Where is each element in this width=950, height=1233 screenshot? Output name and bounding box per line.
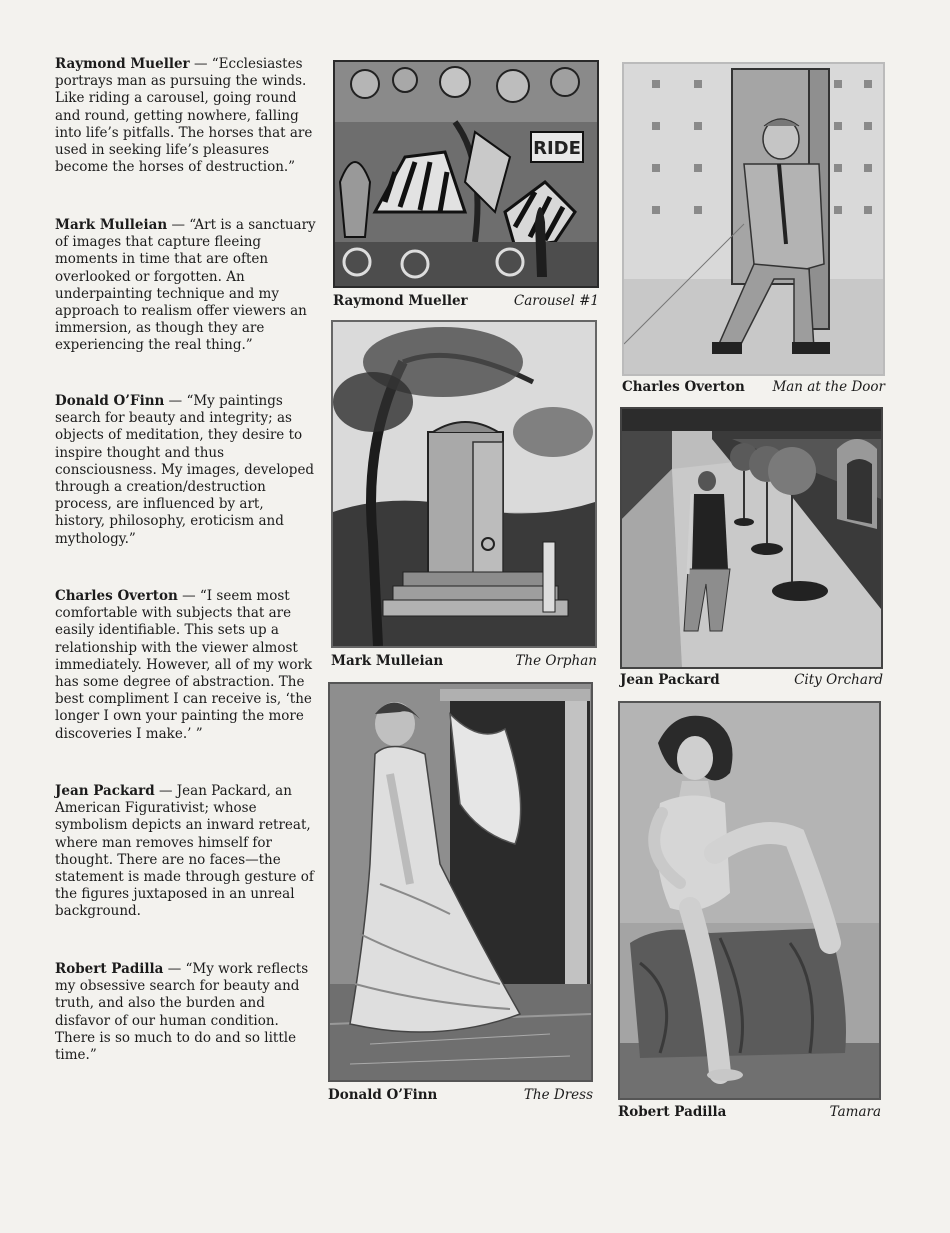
caption-title: Man at the Door [772, 379, 885, 395]
caption-artist: Charles Overton [622, 379, 745, 395]
statement-separator: — [163, 961, 186, 977]
carousel-image [335, 62, 597, 286]
orphan-image [333, 322, 595, 646]
statement-charles-overton [55, 588, 317, 743]
statement-raymond-mueller [55, 56, 317, 176]
painting-the-orphan [331, 320, 597, 648]
caption-artist: Robert Padilla [618, 1104, 727, 1120]
statement-artist: Jean Packard [55, 783, 155, 799]
statement-separator: — [154, 783, 177, 799]
statement-artist: Robert Padilla [55, 961, 164, 977]
statement-text: “Ecclesiastes portrays man as pursuing the winds. Like riding a carousel, going round and round, getting nowhere, falling into life’s pitfalls. The horses that are used in seeking life’s pleasures become the horses of destruction.” [55, 56, 313, 176]
statement-separator: — [189, 56, 212, 72]
caption-the-orphan [331, 652, 597, 670]
dress-image [330, 684, 591, 1080]
statement-text: Jean Packard, an American Figurativist; whose symbolism depicts an inward retreat, where man removes himself for thought. There are no faces—the statement is made through gesture of the figures juxtaposed in an unreal background. [55, 783, 314, 920]
caption-title: Carousel #1 [513, 293, 599, 309]
statement-artist: Donald O’Finn [55, 393, 165, 409]
caption-carousel [333, 292, 599, 310]
statement-separator: — [167, 217, 190, 233]
painting-carousel [333, 60, 599, 288]
painting-the-dress [328, 682, 593, 1082]
painting-tamara [618, 701, 881, 1100]
statement-donald-ofinn [55, 393, 317, 548]
caption-artist: Jean Packard [620, 672, 720, 688]
caption-city-orchard [620, 671, 883, 689]
statement-separator: — [177, 588, 200, 604]
caption-title: City Orchard [794, 672, 883, 688]
ride-sign: RIDE [533, 138, 581, 159]
artwork-the-dress [328, 682, 593, 1106]
artwork-man-at-the-door [622, 62, 885, 398]
caption-man-at-the-door [622, 378, 885, 396]
city-orchard-image [622, 409, 881, 667]
painting-man-at-the-door [622, 62, 885, 376]
statement-artist: Charles Overton [55, 588, 178, 604]
statement-text: “My paintings search for beauty and integrity; as objects of meditation, they desire to inspire thought and thus consciousness. My images, developed through a creation/destruction process, are influenced by art, history, philosophy, eroticism and mythology.” [55, 393, 315, 547]
artwork-tamara [618, 701, 881, 1121]
statement-jean-packard [55, 783, 317, 921]
caption-tamara [618, 1103, 881, 1121]
painting-city-orchard [620, 407, 883, 669]
caption-artist: Mark Mulleian [331, 653, 444, 669]
statement-separator: — [164, 393, 187, 409]
caption-the-dress [328, 1086, 593, 1104]
statement-mark-mulleian [55, 217, 317, 355]
artwork-carousel [333, 60, 599, 314]
caption-title: The Orphan [515, 653, 597, 669]
statement-robert-padilla [55, 961, 317, 1064]
man-at-door-image [624, 64, 883, 374]
artwork-the-orphan [331, 320, 597, 676]
caption-title: Tamara [829, 1104, 881, 1120]
statement-artist: Mark Mulleian [55, 217, 168, 233]
caption-artist: Raymond Mueller [333, 293, 468, 309]
caption-artist: Donald O’Finn [328, 1087, 438, 1103]
statement-text: “I seem most comfortable with subjects that are easily identifiable. This sets up a relationship with the viewer almost immediately. However, all of my work has some degree of abstraction. The best compliment I can receive is, ‘the longer I own your painting the more discoveries I make.’ ” [55, 588, 313, 742]
artwork-city-orchard [620, 407, 883, 691]
tamara-image [620, 703, 879, 1098]
statement-text: “Art is a sanctuary of images that capture fleeing moments in time that are often overlooked or forgotten. An underpainting technique and my approach to realism offer viewers an immersion, as though they are experiencing the real thing.” [55, 217, 316, 354]
caption-title: The Dress [523, 1087, 593, 1103]
statement-artist: Raymond Mueller [55, 56, 190, 72]
statement-text: “My work reflects my obsessive search for beauty and truth, and also the burden and disfavor of our human condition. There is so much to do and so little time.” [55, 961, 309, 1064]
